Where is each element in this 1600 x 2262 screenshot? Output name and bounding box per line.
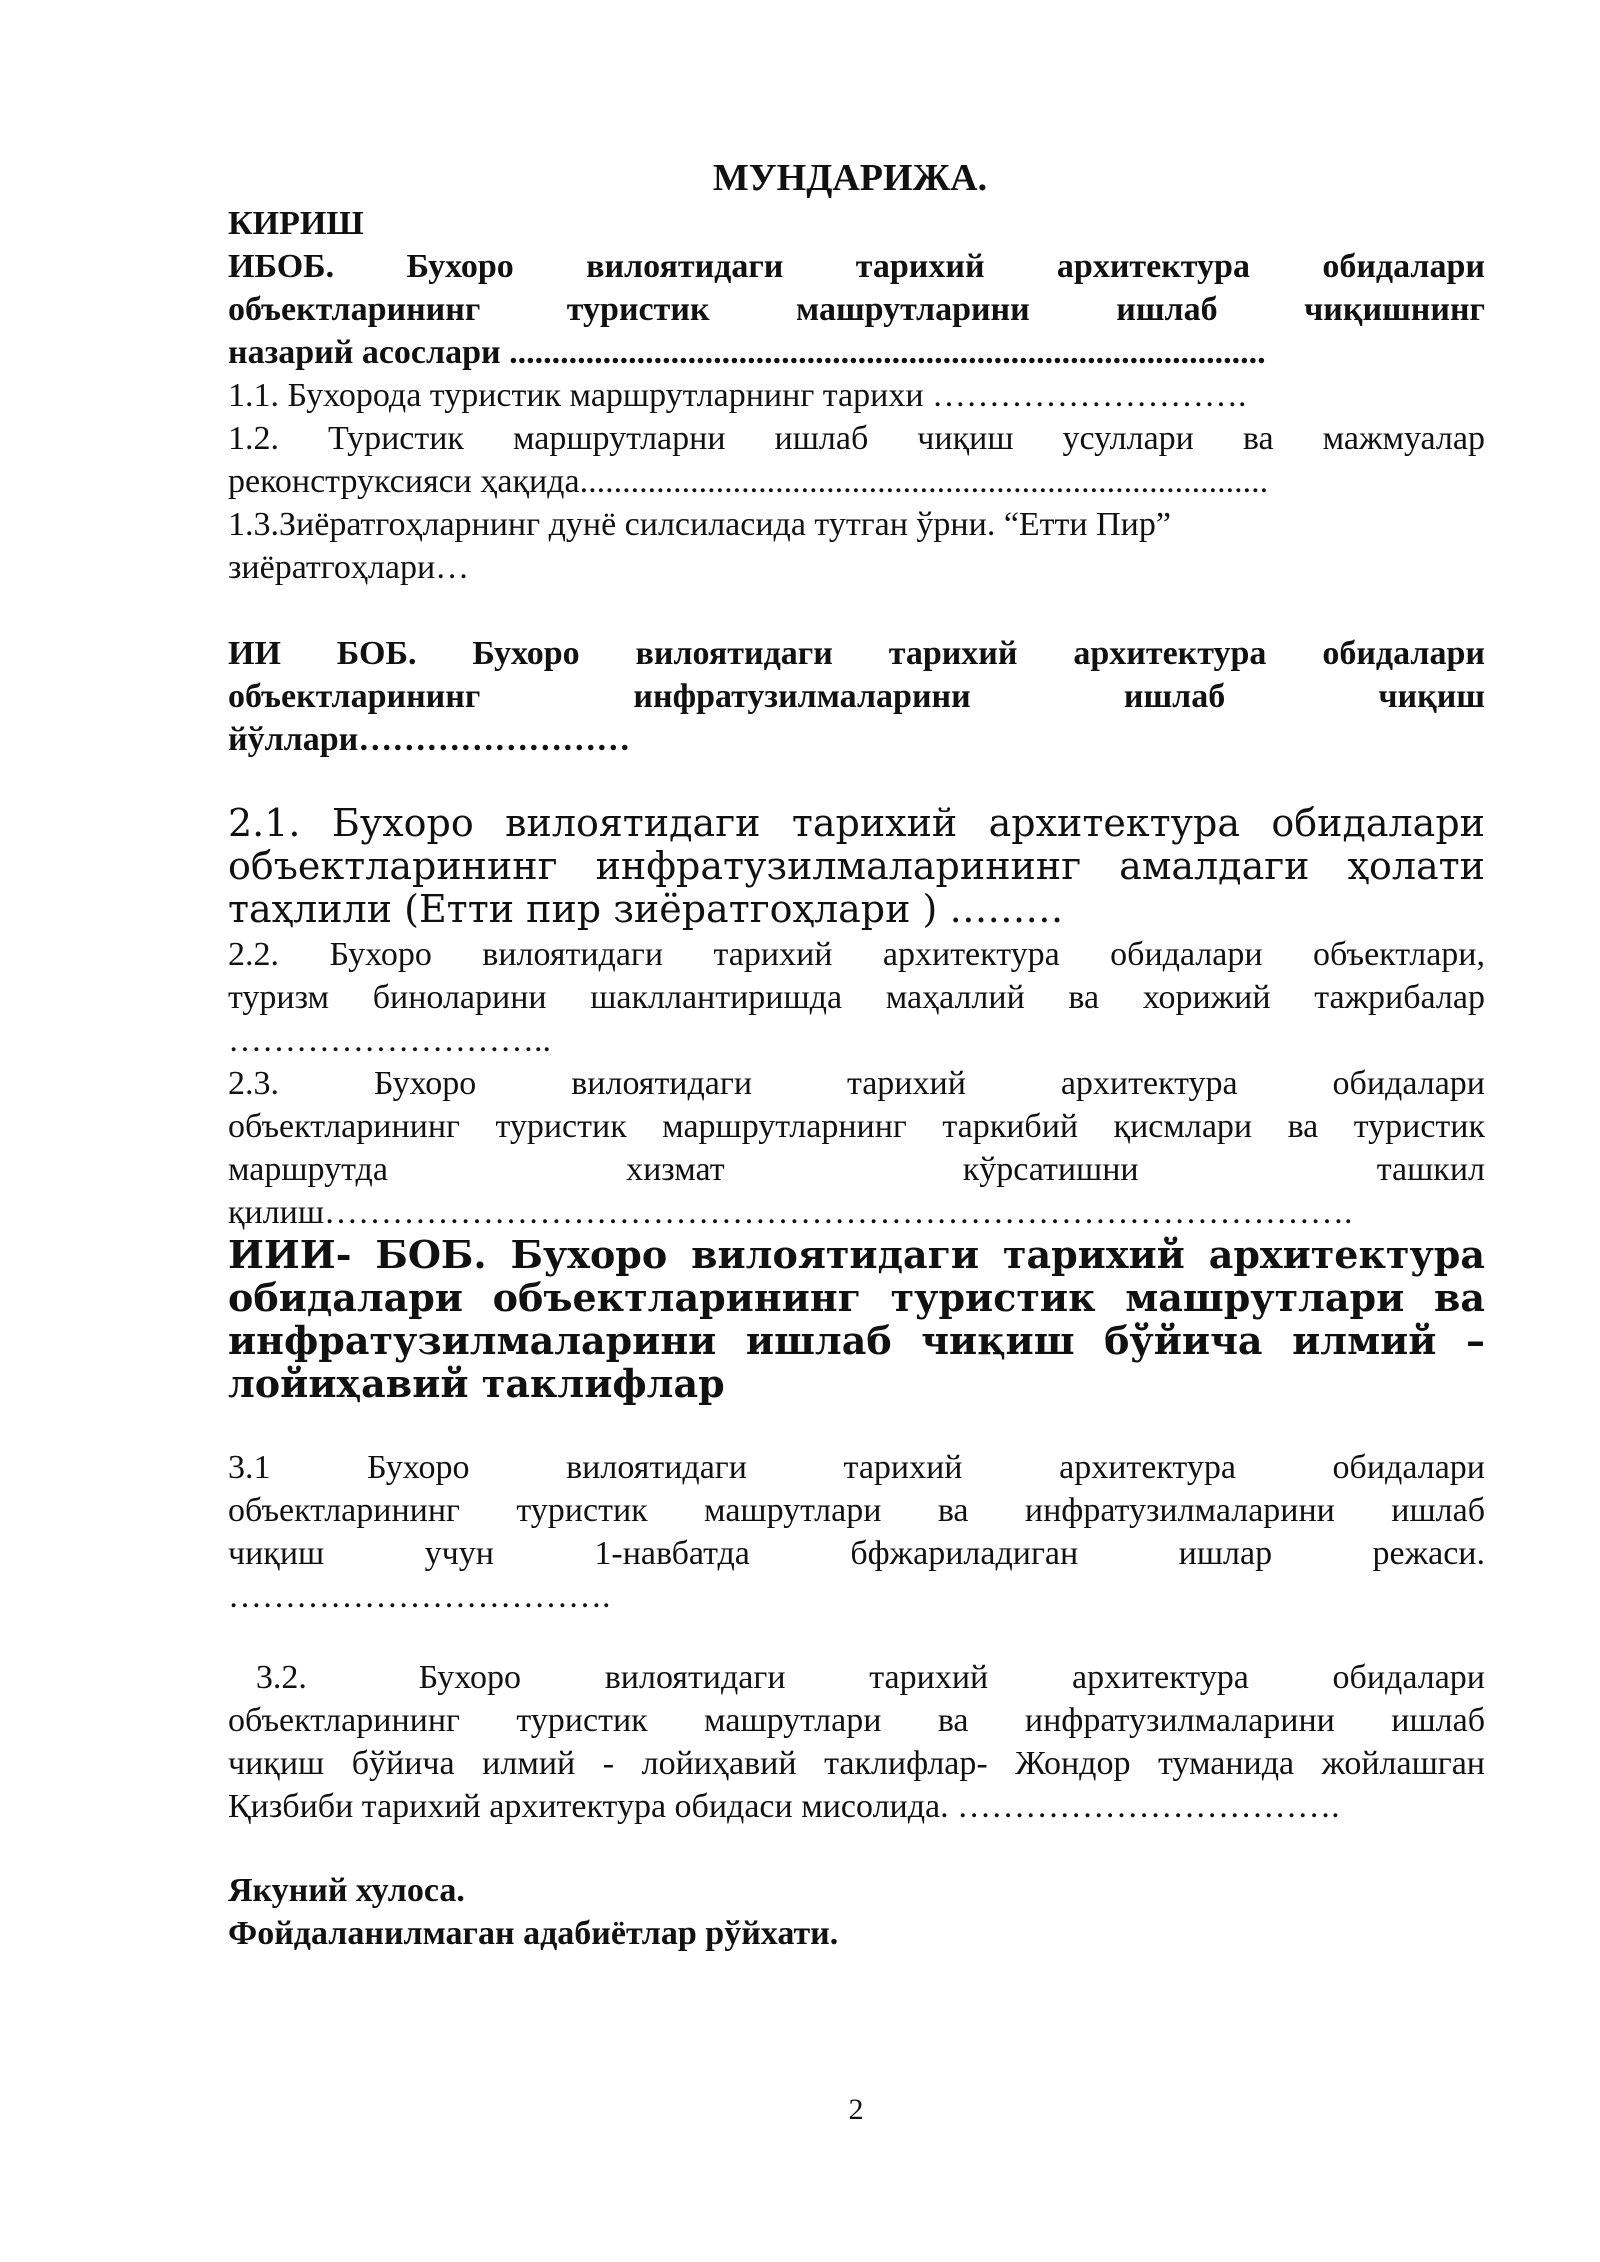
toc-section-1-3 — [228, 503, 1485, 589]
toc-section-2-3-line-4: қилиш………………………………………………………………………………. — [228, 1194, 1353, 1231]
toc-chapter-1-line-3: назарий асослари ......................................................................................... — [228, 334, 1266, 371]
toc-section-3-2-line-3: чиқиш бўйича илмий - лойиҳавий таклифлар- Жондор туманида жойлашган — [228, 1745, 1485, 1782]
toc-chapter-1-line-1: ИБОБ. Бухоро вилоятидаги тарихий архитектура обидалари — [228, 248, 1485, 285]
toc-section-2-1-line-2: объектларининг инфратузилмаларининг амалдаги ҳолати — [228, 844, 1485, 888]
toc-chapter-2-heading — [228, 632, 1485, 761]
toc-section-2-3-line-3: маршрутда хизмат кўрсатишни ташкил — [228, 1151, 1485, 1188]
toc-chapter-2-line-2: объектларининг инфратузилмаларини ишлаб чиқиш — [228, 678, 1485, 715]
toc-references: Фойдаланилмаган адабиётлар рўйхати. — [228, 1915, 839, 1952]
toc-section-3-1-line-2: объектларининг туристик машрутлари ва инфратузилмаларини ишлаб — [228, 1492, 1485, 1529]
toc-chapter-3-line-2: обидалари объектларининг туристик машрутлари ва — [228, 1275, 1485, 1320]
toc-section-2-2 — [228, 933, 1485, 1062]
toc-chapter-3-line-4: лойиҳавий таклифлар — [228, 1361, 725, 1406]
toc-intro: КИРИШ — [228, 205, 364, 242]
toc-section-1-1-text: 1.1. Бухорода туристик маршрутларнинг тарихи ………………………. — [228, 377, 1247, 414]
toc-section-2-2-line-2: туризм биноларини шакллантиришда маҳаллий ва хорижий тажрибалар — [228, 979, 1485, 1016]
toc-chapter-3-line-1: ИИИ- БОБ. Бухоро вилоятидаги тарихий архитектура — [228, 1232, 1485, 1277]
toc-chapter-2-line-1: ИИ БОБ. Бухоро вилоятидаги тарихий архитектура обидалари — [228, 635, 1485, 672]
toc-section-1-3-line-1: 1.3.Зиёратгоҳларнинг дунё силсиласида тутган ўрни. “Етти Пир” — [228, 506, 1171, 543]
toc-section-1-3-line-2: зиёратгоҳлари… — [228, 549, 470, 586]
toc-section-3-2-line-2: объектларининг туристик машрутлари ва инфратузилмаларини ишлаб — [228, 1702, 1485, 1739]
toc-section-3-2 — [228, 1656, 1485, 1828]
toc-chapter-2-line-3: йўллари…………………… — [228, 721, 631, 758]
toc-chapter-1-heading — [228, 245, 1485, 374]
toc-section-3-1 — [228, 1446, 1485, 1618]
toc-section-2-2-line-3: ……………………….. — [228, 1022, 551, 1059]
toc-section-2-3 — [228, 1062, 1485, 1234]
toc-section-1-2 — [228, 417, 1485, 503]
toc-section-2-3-line-1: 2.3. Бухоро вилоятидаги тарихий архитектура обидалари — [228, 1065, 1485, 1102]
toc-section-3-2-line-4: Қизбиби тарихий архитектура обидаси мисолида. ……………………………. — [228, 1788, 1340, 1825]
toc-section-3-1-line-1: 3.1 Бухоро вилоятидаги тарихий архитектура обидалари — [228, 1449, 1485, 1486]
toc-section-3-2-line-1: 3.2. Бухоро вилоятидаги тарихий архитектура обидалари — [228, 1659, 1485, 1696]
toc-section-2-3-line-2: объектларининг туристик маршрутларнинг таркибий қисмлари ва туристик — [228, 1108, 1485, 1145]
page-number: 2 — [848, 2093, 864, 2126]
toc-section-1-1 — [228, 374, 1485, 417]
page-title: МУНДАРИЖА. — [712, 157, 988, 199]
toc-section-3-1-line-4: ……………………………. — [228, 1578, 611, 1615]
toc-section-3-1-line-3: чиқиш учун 1-навбатда бфжариладиган ишлар режаси. — [228, 1535, 1485, 1572]
toc-conclusion: Якуний хулоса. — [228, 1872, 465, 1909]
toc-chapter-1-line-2: объектларининг туристик машрутларини ишлаб чиқишнинг — [228, 291, 1485, 328]
toc-chapter-3-heading — [228, 1233, 1485, 1405]
toc-section-2-1 — [228, 802, 1485, 931]
toc-section-2-1-line-3: таҳлили (Етти пир зиёратгоҳлари ) ……… — [228, 887, 1064, 931]
toc-section-2-2-line-1: 2.2. Бухоро вилоятидаги тарихий архитектура обидалари объектлари, — [228, 936, 1485, 973]
toc-section-1-2-line-2: реконструксияси ҳақида................................................................................. — [228, 463, 1269, 500]
toc-section-2-1-line-1: 2.1. Бухоро вилоятидаги тарихий архитектура обидалари — [228, 801, 1485, 845]
toc-section-1-2-line-1: 1.2. Туристик маршрутларни ишлаб чиқиш усуллари ва мажмуалар — [228, 420, 1485, 457]
toc-chapter-3-line-3: инфратузилмаларини ишлаб чиқиш бўйича илмий – — [228, 1318, 1485, 1363]
